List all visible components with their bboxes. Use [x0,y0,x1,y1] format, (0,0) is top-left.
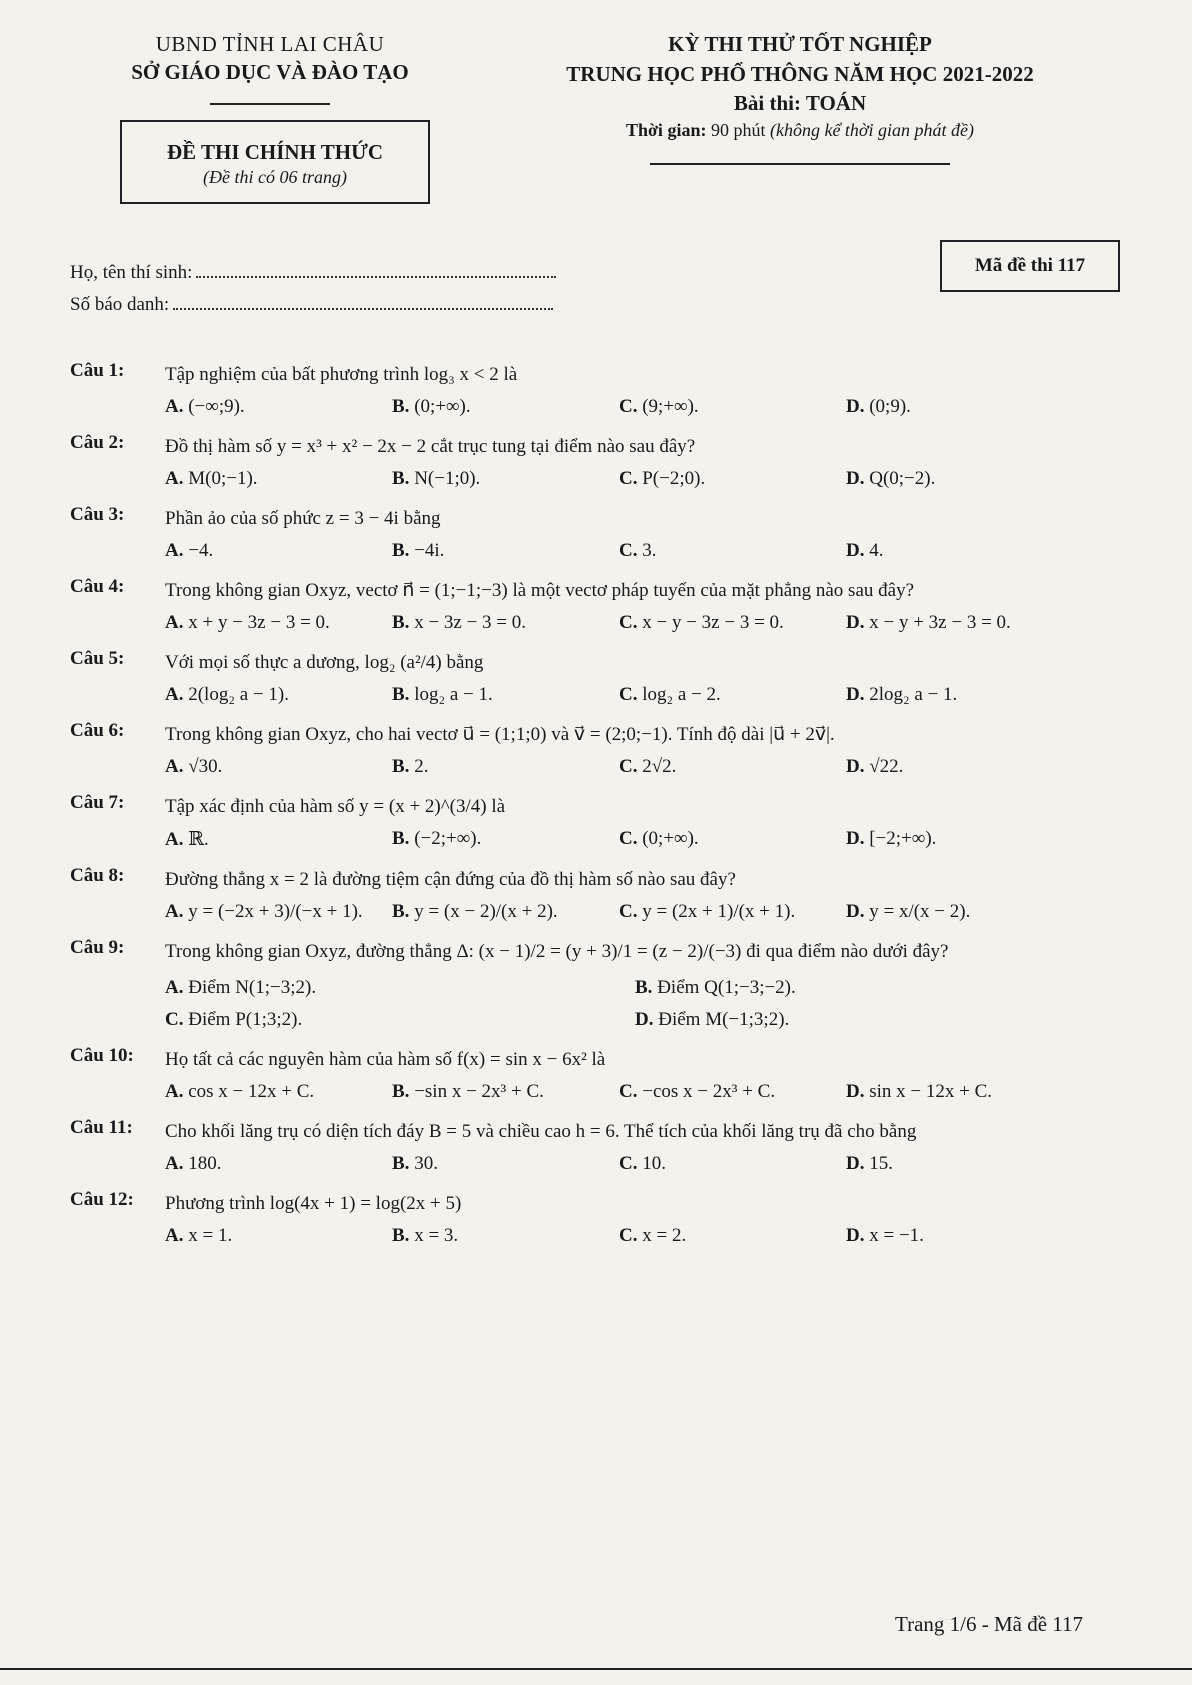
option-letter: B. [392,1225,410,1246]
option-value: 2(log₂ a − 1). [188,684,289,705]
option-letter: D. [846,1153,865,1174]
option-letter: C. [165,1009,184,1030]
option-letter: B. [392,828,410,849]
option-value: y = (x − 2)/(x + 2). [414,901,558,922]
option-value: Điểm Q(1;−3;−2). [657,977,796,998]
question [70,865,1130,923]
question-text: Phần ảo của số phức z = 3 − 4i bằng [165,508,441,529]
question-text: Đồ thị hàm số y = x³ + x² − 2x − 2 cắt trục tung tại điểm nào sau đây? [165,436,696,457]
answer-option[interactable] [165,468,392,490]
option-letter: D. [846,540,865,561]
answer-option[interactable] [619,612,846,634]
answer-option[interactable] [846,684,1073,706]
bottom-border [0,1668,1192,1670]
question-text: Trong không gian Oxyz, đường thẳng Δ: (x − 1)/2 = (y + 3)/1 = (z − 2)/(−3) đi qua điểm nào dưới đây? [165,941,949,962]
answer-option[interactable] [165,540,392,562]
answer-option[interactable] [619,684,846,706]
option-value: (−2;+∞). [414,828,482,849]
option-letter: A. [165,756,184,777]
question-number: Câu 5: [70,648,125,669]
question-text: Tập xác định của hàm số y = (x + 2)^(3/4) là [165,796,506,817]
option-letter: B. [392,756,410,777]
candidate-info [70,262,556,326]
option-letter: C. [619,1081,638,1102]
answer-options [165,540,1130,562]
option-letter: C. [619,1225,638,1246]
option-value: −cos x − 2x³ + C. [642,1081,776,1102]
answer-option[interactable] [846,540,1073,562]
answer-option[interactable] [165,1081,392,1103]
header-left [105,32,435,105]
question-number: Câu 6: [70,720,125,741]
option-value: x = 2. [642,1225,687,1246]
answer-options [165,901,1130,923]
page-footer: Trang 1/6 - Mã đề 117 [895,1612,1084,1636]
option-letter: B. [392,468,410,489]
answer-option[interactable] [165,1153,392,1175]
question-number: Câu 11: [70,1117,133,1138]
option-letter: B. [392,612,410,633]
option-value: x = 3. [414,1225,459,1246]
option-value: 180. [188,1153,222,1174]
question-number: Câu 9: [70,937,125,958]
option-value: Điểm M(−1;3;2). [658,1009,790,1030]
answer-option[interactable] [165,1225,392,1247]
option-value: 15. [869,1153,893,1174]
question [70,360,1130,418]
question-number: Câu 2: [70,432,125,453]
option-letter: B. [392,540,410,561]
candidate-name-label: Họ, tên thí sinh: [70,262,193,283]
option-letter: A. [165,1153,184,1174]
option-value: −4i. [414,540,445,561]
question [70,648,1130,706]
answer-options [165,612,1130,634]
answer-option[interactable] [392,684,619,706]
option-value: log₂ a − 2. [642,684,721,705]
question [70,1117,1130,1175]
question [70,576,1130,634]
option-value: √22. [869,756,904,777]
option-letter: C. [619,901,638,922]
option-letter: A. [165,612,184,633]
option-letter: A. [165,1081,184,1102]
time-value: 90 phút [710,120,766,140]
option-value: √30. [188,756,223,777]
option-letter: D. [846,468,865,489]
question-number: Câu 3: [70,504,125,525]
answer-option[interactable] [165,1009,635,1031]
option-letter: C. [619,756,638,777]
option-value: Điểm N(1;−3;2). [188,977,317,998]
answer-option[interactable] [846,1081,1073,1103]
header-right [500,32,1100,165]
option-value: x = −1. [869,1225,924,1246]
answer-option[interactable] [846,468,1073,490]
option-letter: A. [165,684,184,705]
option-value: ℝ. [188,829,209,850]
answer-option[interactable] [619,540,846,562]
answer-option[interactable] [635,977,1105,999]
answer-options [165,1081,1130,1103]
answer-option[interactable] [392,396,619,418]
answer-option[interactable] [846,756,1073,778]
option-letter: A. [165,468,184,489]
answer-option[interactable] [392,1225,619,1247]
exam-time [500,120,1100,141]
time-label: Thời gian: [625,120,707,140]
option-letter: D. [846,828,865,849]
answer-option[interactable] [392,828,619,851]
option-value: y = (2x + 1)/(x + 1). [642,901,796,922]
question [70,720,1130,778]
option-value: Q(0;−2). [869,468,936,489]
option-letter: A. [165,540,184,561]
option-letter: C. [619,684,638,705]
answer-option[interactable] [165,684,392,706]
option-letter: C. [619,468,638,489]
answer-option[interactable] [392,612,619,634]
answer-option[interactable] [619,1153,846,1175]
header-left-divider [210,103,330,105]
option-value: [−2;+∞). [869,828,937,849]
page-count-note: (Đề thi có 06 trang) [203,167,347,187]
option-value: 10. [642,1153,666,1174]
question-text: Họ tất cả các nguyên hàm của hàm số f(x) = sin x − 6x² là [165,1049,606,1070]
option-letter: B. [392,901,410,922]
candidate-id-blank [173,294,553,310]
option-value: −4. [188,540,214,561]
option-value: 30. [414,1153,438,1174]
answer-option[interactable] [619,828,846,851]
option-value: 2√2. [642,756,677,777]
option-letter: A. [165,1225,184,1246]
option-letter: B. [635,977,653,998]
answer-option[interactable] [846,612,1073,634]
answer-option[interactable] [619,468,846,490]
option-value: 2log₂ a − 1. [869,684,958,705]
official-exam-box [120,120,430,204]
question-text: Cho khối lăng trụ có diện tích đáy B = 5 và chiều cao h = 6. Thể tích của khối lăng trụ đã cho bằng [165,1121,917,1142]
answer-option[interactable] [392,1081,619,1103]
time-note: (không kể thời gian phát đề) [769,120,975,140]
official-exam-title: ĐỀ THI CHÍNH THỨC [166,140,384,164]
answer-option[interactable] [165,901,392,923]
question-text: Với mọi số thực a dương, log₂ (a²/4) bằng [165,652,484,673]
option-letter: C. [619,828,638,849]
exam-subject: Bài thi: TOÁN [733,91,867,115]
option-value: Điểm P(1;3;2). [188,1009,303,1030]
answer-option[interactable] [619,396,846,418]
question [70,937,1130,1031]
option-value: x = 1. [188,1225,233,1246]
option-letter: D. [635,1009,654,1030]
answer-option[interactable] [846,1153,1073,1175]
question-text: Trong không gian Oxyz, vectơ n⃗ = (1;−1;−3) là một vectơ pháp tuyến của mặt phẳng nào sau đây? [165,580,914,601]
answer-option[interactable] [392,901,619,923]
answer-option[interactable] [846,396,1073,418]
option-letter: B. [392,1153,410,1174]
answer-options [165,396,1130,418]
answer-options [165,468,1130,490]
answer-option[interactable] [392,756,619,778]
option-value: N(−1;0). [414,468,481,489]
answer-option[interactable] [165,396,392,418]
answer-option[interactable] [165,977,635,999]
option-value: P(−2;0). [642,468,706,489]
option-letter: D. [846,612,865,633]
option-value: y = x/(x − 2). [869,901,971,922]
candidate-name-blank [196,262,556,278]
answer-options [165,684,1130,706]
answer-options [165,977,1130,999]
answer-options [165,1225,1130,1247]
question-number: Câu 4: [70,576,125,597]
question-text: Đường thẳng x = 2 là đường tiệm cận đứng của đồ thị hàm số nào sau đây? [165,869,736,890]
question [70,792,1130,851]
option-value: 4. [869,540,884,561]
answer-option[interactable] [392,1153,619,1175]
candidate-id-label: Số báo danh: [70,294,170,315]
option-letter: A. [165,829,184,850]
education-department: SỞ GIÁO DỤC VÀ ĐÀO TẠO [131,60,409,84]
option-letter: C. [619,612,638,633]
question-number: Câu 10: [70,1045,134,1066]
candidate-name-line [70,262,556,284]
option-value: x + y − 3z − 3 = 0. [188,612,330,633]
option-letter: D. [846,901,865,922]
option-value: M(0;−1). [188,468,258,489]
answer-options [165,756,1130,778]
header-right-divider [650,163,950,165]
question-text: Phương trình log(4x + 1) = log(2x + 5) [165,1193,462,1214]
question [70,504,1130,562]
option-letter: D. [846,1225,865,1246]
option-letter: C. [619,396,638,417]
answer-option[interactable] [165,612,392,634]
answer-option[interactable] [165,756,392,778]
question-number: Câu 8: [70,865,125,886]
answer-option[interactable] [392,468,619,490]
option-value: 2. [414,756,429,777]
option-value: x − 3z − 3 = 0. [414,612,527,633]
question-number: Câu 12: [70,1189,134,1210]
option-value: cos x − 12x + C. [188,1081,315,1102]
answer-options [165,1009,1130,1031]
answer-option[interactable] [846,901,1073,923]
option-letter: A. [165,977,184,998]
option-value: y = (−2x + 3)/(−x + 1). [188,901,363,922]
answer-option[interactable] [392,540,619,562]
option-letter: C. [619,1153,638,1174]
option-letter: D. [846,756,865,777]
question [70,1045,1130,1103]
candidate-id-line [70,294,556,316]
option-value: sin x − 12x + C. [869,1081,993,1102]
question [70,432,1130,490]
option-value: log₂ a − 1. [414,684,493,705]
option-value: −sin x − 2x³ + C. [414,1081,544,1102]
option-value: (0;+∞). [414,396,471,417]
option-value: (0;9). [869,396,911,417]
option-value: 3. [642,540,657,561]
question-number: Câu 1: [70,360,125,381]
option-value: x − y + 3z − 3 = 0. [869,612,1011,633]
question-number: Câu 7: [70,792,125,813]
province-committee: UBND TỈNH LAI CHÂU [155,32,385,56]
answer-options [165,1153,1130,1175]
option-letter: D. [846,684,865,705]
answer-options [165,828,1130,851]
option-letter: D. [846,1081,865,1102]
option-letter: D. [846,396,865,417]
answer-option[interactable] [165,828,392,851]
question [70,1189,1130,1247]
answer-option[interactable] [619,1225,846,1247]
answer-option[interactable] [846,828,1073,851]
answer-option[interactable] [619,756,846,778]
question-text: Tập nghiệm của bất phương trình log₃ x < 2 là [165,364,518,385]
answer-option[interactable] [619,1081,846,1103]
option-letter: B. [392,396,410,417]
question-list [70,360,1130,1261]
answer-option[interactable] [619,901,846,923]
option-letter: A. [165,396,184,417]
exam-code-box: Mã đề thi 117 [940,240,1120,292]
option-value: x − y − 3z − 3 = 0. [642,612,784,633]
option-value: (−∞;9). [188,396,245,417]
option-letter: C. [619,540,638,561]
option-value: (0;+∞). [642,828,699,849]
option-letter: B. [392,684,410,705]
exam-name: KỲ THI THỬ TỐT NGHIỆP [668,32,932,56]
answer-option[interactable] [635,1009,1105,1031]
option-letter: A. [165,901,184,922]
question-text: Trong không gian Oxyz, cho hai vectơ u⃗ = (1;1;0) và v⃗ = (2;0;−1). Tính độ dài |u⃗ + 2v⃗|. [165,724,835,745]
answer-option[interactable] [846,1225,1073,1247]
option-value: (9;+∞). [642,396,699,417]
option-letter: B. [392,1081,410,1102]
exam-level-year: TRUNG HỌC PHỔ THÔNG NĂM HỌC 2021-2022 [566,62,1034,86]
